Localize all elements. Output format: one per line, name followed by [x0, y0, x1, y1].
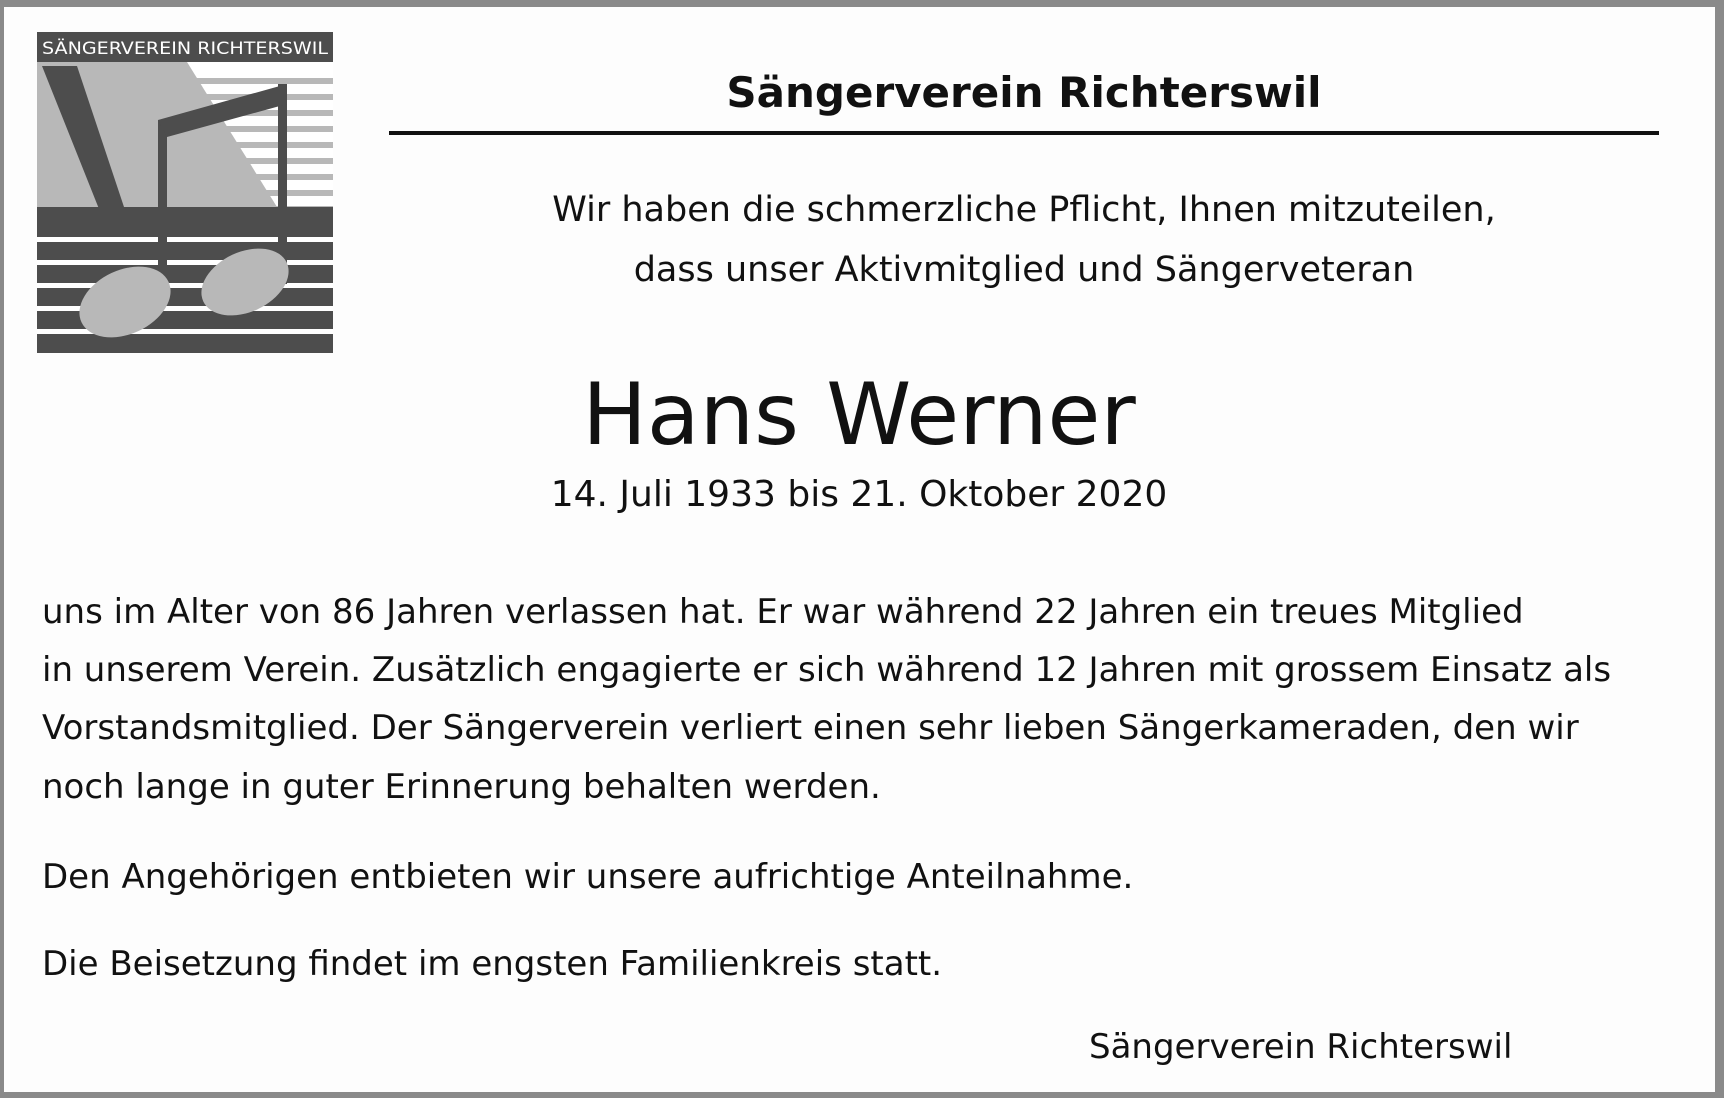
signature: Sängerverein Richterswil — [1089, 1027, 1513, 1067]
condolence-text: Den Angehörigen entbieten wir unsere aufrichtige Anteilnahme. — [42, 857, 1134, 897]
obituary-notice — [4, 7, 1715, 1092]
music-note-icon — [37, 32, 333, 353]
body-text-line: in unserem Verein. Zusätzlich engagierte er sich während 12 Jahren mit grossem Einsatz als — [42, 650, 1612, 690]
body-text-line: noch lange in guter Erinnerung behalten werden. — [42, 767, 881, 807]
club-title: Sängerverein Richterswil — [726, 68, 1322, 117]
body-text-line: uns im Alter von 86 Jahren verlassen hat. Er war während 22 Jahren ein treues Mitglied — [42, 592, 1524, 632]
intro-line-2: dass unser Aktivmitglied und Sängerveteran — [633, 250, 1415, 290]
club-logo — [37, 32, 333, 353]
body-text-line: Vorstandsmitglied. Der Sängerverein verliert einen sehr lieben Sängerkameraden, den wir — [42, 708, 1579, 748]
deceased-name: Hans Werner — [582, 365, 1136, 465]
funeral-notice: Die Beisetzung findet im engsten Familienkreis statt. — [42, 944, 943, 984]
logo-banner-text: SÄNGERVEREIN RICHTERSWIL — [42, 39, 272, 59]
intro-line-1: Wir haben die schmerzliche Pflicht, Ihnen mitzuteilen, — [552, 190, 1496, 230]
life-dates: 14. Juli 1933 bis 21. Oktober 2020 — [550, 474, 1168, 515]
title-divider — [389, 131, 1659, 135]
